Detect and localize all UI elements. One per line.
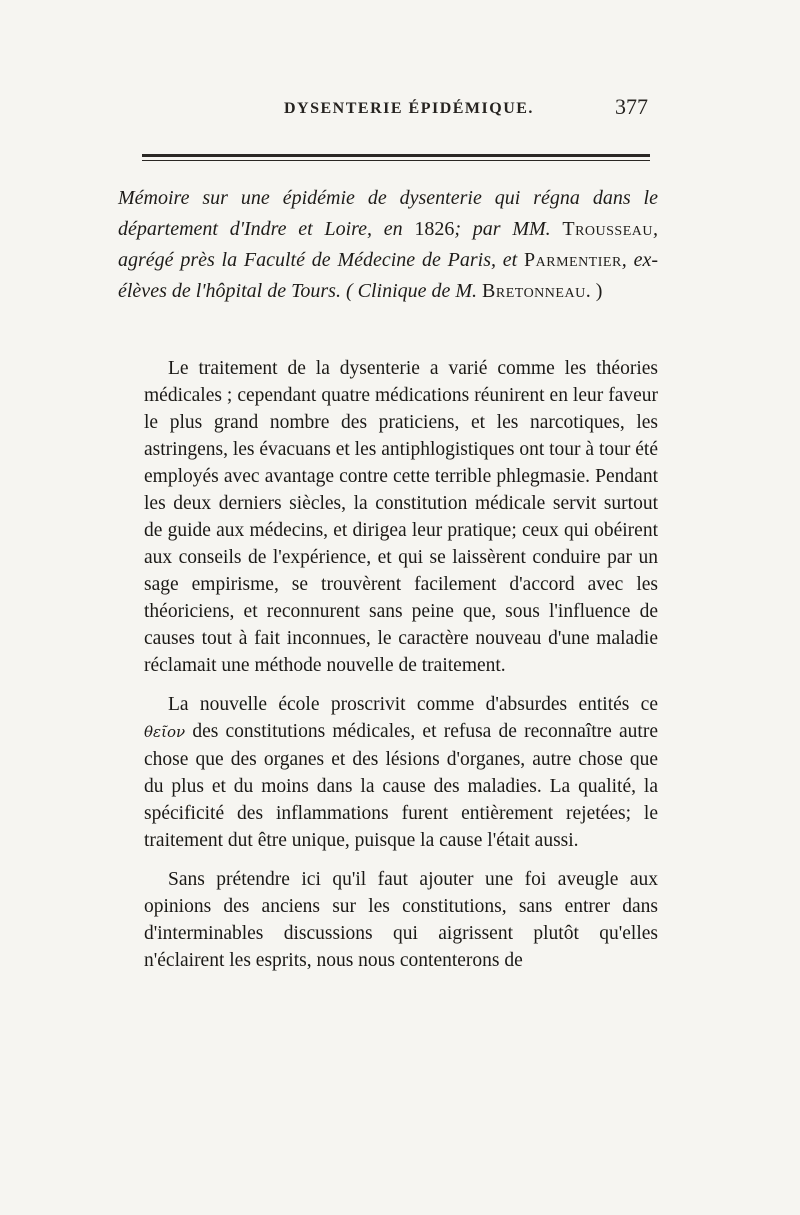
- author1-description: , agrégé près la Faculté de Médecine de Paris, et: [118, 218, 658, 271]
- page-number: 377: [615, 94, 648, 119]
- memoir-title: [118, 183, 658, 307]
- memoir-year: 1826: [414, 218, 455, 240]
- paragraph-3: Sans prétendre ici qu'il faut ajouter une foi aveugle aux opinions des anciens sur les constitutions, sans entrer dans d'interminables discussions qui aigrissent plutôt qu'elles n'éclairent les esprits, nous nous contenterons de: [144, 869, 658, 971]
- author-bretonneau: Bretonneau: [482, 280, 586, 302]
- author2-description: , ex-élèves de l'hôpital de Tours. ( Clinique de M.: [118, 249, 659, 302]
- memoir-closing: . ): [585, 280, 603, 302]
- header-rule-thick: [142, 154, 650, 157]
- author-trousseau: Trousseau: [562, 218, 653, 240]
- body-text: [144, 355, 658, 986]
- paragraph-2-end: des constitutions médicales, et refusa de reconnaître autre chose que des organes et des lésions d'organes, autre chose que du plus et du moins dans la cause des maladies. La qualité, la spécificité des inflammations furent entièrement rejetées; le traitement dut être unique, puisque la cause l'était aussi.: [144, 721, 658, 851]
- header-rule-thin: [142, 160, 650, 161]
- memoir-title-text-1: Mémoire sur une épidémie de dysenterie qui régna dans le département d'Indre et Loire, en: [118, 187, 658, 240]
- author-parmentier: Parmentier: [524, 249, 622, 271]
- paragraph-1: Le traitement de la dysenterie a varié comme les théories médicales ; cependant quatre médications réunirent en leur faveur le plus grand nombre des praticiens, et les narcotiques, les astringens, les évacuans et les antiphlogistiques ont tour à tour été employés avec avantage contre cette terrible phlegmasie. Pendant les deux derniers siècles, la constitution médicale servit surtout de guide aux médecins, et dirigea leur pratique; ceux qui obéirent aux conseils de l'expérience, et qui se laissèrent conduire par un sage empirisme, se trouvèrent facilement d'accord avec les théoriciens, et reconnurent sans peine que, sous l'influence de causes tout à fait inconnues, le caractère nouveau d'une maladie réclamait une méthode nouvelle de traitement.: [144, 358, 658, 676]
- paragraph-2-start: La nouvelle école proscrivit comme d'absurdes entités ce: [168, 694, 658, 715]
- greek-word: θεῖον: [144, 723, 186, 741]
- running-title: DYSENTERIE ÉPIDÉMIQUE.: [284, 100, 534, 117]
- memoir-title-text-2: ; par MM.: [454, 218, 563, 240]
- paragraph-2: [144, 691, 658, 854]
